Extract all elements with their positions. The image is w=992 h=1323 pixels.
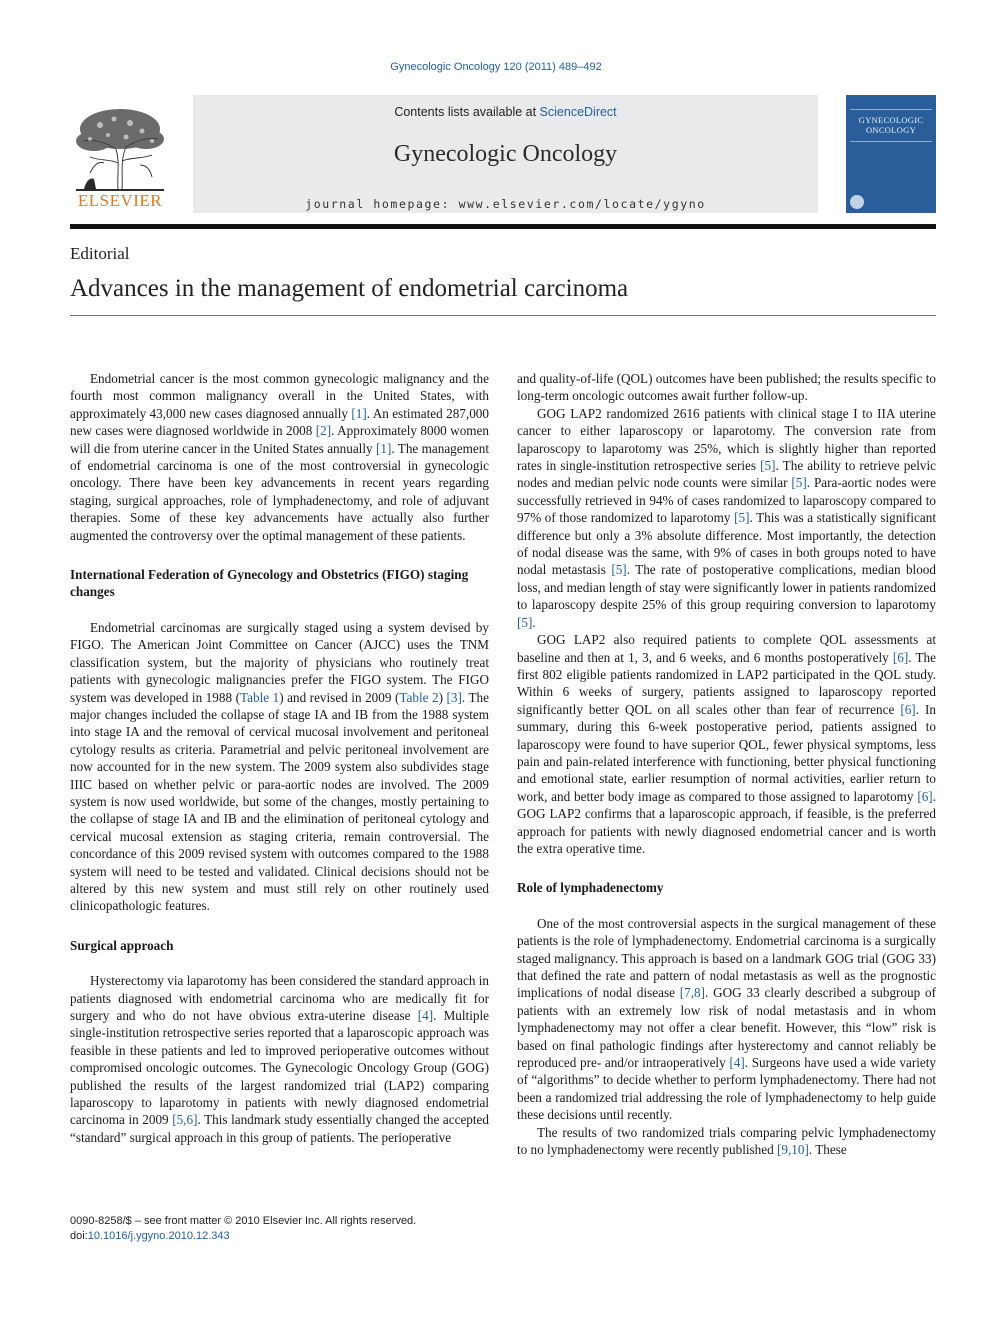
cover-title	[846, 115, 936, 135]
text-run: . The major changes included the collapse of stage IA and IB from the 1988 system into stage IA and the removal of cervical mucosal involvement and peritoneal cytology results as criteria. Parametrial and pelvic peritoneal involvement are now accounted for in the new system. The 2009 system also subdivides stage IIIC based on whether pelvic or para-aortic nodes are involved. The 2009 system is now used worldwide, but some of the changes, mostly pertaining to the collapse of stage IA and IB and the elimination of peritoneal cytology and cervical mucosal extension as staging criteria, remain controversial. The concordance of this 2009 revised system with outcomes compared to the 1988 system will need to be tested and validated. Clinical decisions should not be altered by this new system and must still rely on other routinely used clinicopathologic features.	[70, 689, 489, 914]
journal-name: Gynecologic Oncology	[393, 141, 618, 167]
page-footer	[70, 1214, 416, 1244]
reference-link[interactable]: [6]	[900, 701, 916, 717]
text-run: . The management of endometrial carcinoma is one of the most controversial in gynecologic oncology. There have been key advancements in recent years regarding staging, surgical approaches, role of lymphadenectomy, and role of adjuvant therapies. Some of these key advancements have actually also further augmented the controversy over the optimal management of these patients.	[70, 440, 489, 543]
text-run: GOG LAP2 randomized 2616 patients with clinical stage I to IIA uterine cancer to either laparoscopy or laparotomy. The conversion rate from laparoscopy to laparotomy was 25%, which is slightly higher than reported rates in single-institution retrospective series	[517, 405, 936, 474]
issn-line: 0090-8258/$ – see front matter © 2010 Elsevier Inc. All rights reserved.	[70, 1215, 417, 1227]
trials-paragraph	[517, 1124, 936, 1159]
doi-line	[70, 1229, 416, 1244]
text-run: . This landmark study essentially changed the accepted “standard” surgical approach in this group of patients. The perioperative	[70, 1112, 489, 1145]
right-column	[517, 370, 936, 1158]
table-link[interactable]: Table 2	[399, 689, 439, 705]
contents-prefix: Contents lists available at	[394, 105, 540, 119]
journal-banner	[193, 95, 818, 213]
title-rule	[70, 315, 936, 316]
text-run: . Approximately 8000 women will die from uterine cancer in the United States annually	[70, 423, 490, 456]
reference-link[interactable]: [5]	[734, 510, 750, 526]
text-run: )	[438, 689, 447, 705]
article-type: Editorial	[70, 244, 130, 263]
journal-masthead	[70, 95, 936, 217]
lap2-paragraph	[517, 405, 936, 631]
doi-link[interactable]: 10.1016/j.ygyno.2010.12.343	[87, 1230, 230, 1242]
figo-paragraph	[70, 619, 489, 915]
text-run: . The rate of postoperative complications, median blood loss, and median length of stay were significantly lower in patients randomized to laparoscopy despite 25% of this group requiring conversion to laparotomy	[517, 562, 936, 613]
reference-link[interactable]: [6]	[917, 788, 933, 804]
left-column	[70, 370, 489, 1146]
journal-citation[interactable]: Gynecologic Oncology 120 (2011) 489–492	[390, 61, 602, 73]
article-title: Advances in the management of endometrial carcinoma	[70, 275, 629, 302]
text-run: . An estimated 287,000 new cases were diagnosed worldwide in 2008	[70, 405, 489, 439]
reference-link[interactable]: [6]	[892, 649, 909, 665]
reference-link[interactable]: [2]	[315, 423, 332, 439]
text-run: . This was a statistically significant difference but only a 3% absolute difference. Most importantly, the detection of nodal disease was the same, with 9% of cases in both groups noted to have nodal metastasis	[517, 510, 936, 578]
lymph-paragraph	[517, 915, 936, 1124]
text-run: Endometrial carcinomas are surgically staged using a system devised by FIGO. The American Joint Committee on Cancer (AJCC) uses the TNM classification system, but the majority of physicians who routinely treat patients with gynecologic malignancies prefer the FIGO system. The FIGO system was developed in 1988 (	[70, 619, 489, 705]
text-run: .	[532, 614, 536, 630]
text-run: . Surgeons have used a wide variety of “algorithms” to decide whether to perform lymphadenectomy. There had not been a randomized trial addressing the role of lymphadenectomy to help guide these decisions until recently.	[517, 1055, 937, 1123]
reference-link[interactable]: [7,8]	[679, 985, 706, 1001]
cover-title-line-2: ONCOLOGY	[865, 125, 917, 135]
surgical-paragraph	[70, 972, 489, 1146]
text-run: Hysterectomy via laparotomy has been considered the standard approach in patients diagnosed with endometrial carcinoma who are medically fit for surgery and who do not have obvious extra-uterine disease	[70, 973, 489, 1023]
reference-link[interactable]: [1]	[351, 405, 367, 421]
cover-title-line-1: GYNECOLOGIC	[858, 115, 924, 125]
text-run: . The first 802 eligible patients randomized in LAP2 participated in the QOL study. Within 6 weeks of surgery, patients assigned to laparoscopy reported significantly better QOL on all scales other than fear of recurrence	[517, 649, 936, 717]
cover-divider	[850, 109, 932, 110]
reference-link[interactable]: [9,10]	[777, 1142, 809, 1158]
contents-line	[193, 105, 818, 119]
text-run: . In summary, during this 6-week postoperative period, patients assigned to laparoscopy were found to have superior QOL, fewer physical symptoms, less pain and pain-related interference with functioning, better physical functioning and emotional state, earlier resumption of normal activities, earlier return to work, and better body image as compared to those assigned to laparotomy	[517, 701, 936, 804]
section-heading-lymphadenectomy: Role of lymphadenectomy	[517, 880, 664, 896]
text-run: . Para-aortic nodes were successfully retrieved in 94% of cases randomized to laparoscopy compared to 97% of those randomized to laparotomy	[517, 475, 936, 526]
reference-link[interactable]: [4]	[729, 1055, 745, 1071]
text-run: . GOG LAP2 confirms that a laparoscopic approach, if feasible, is the preferred approach for patients with newly diagnosed endometrial cancer and is worth the extra operative time.	[517, 788, 936, 856]
reference-link[interactable]: [5]	[760, 458, 776, 474]
section-heading-figo: International Federation of Gynecology and Obstetrics (FIGO) staging changes	[70, 567, 469, 600]
cover-divider	[850, 141, 932, 142]
text-run: . The ability to retrieve pelvic nodes and median pelvic node counts were similar	[517, 458, 936, 491]
text-run: One of the most controversial aspects in the surgical management of these patients is the role of lymphadenectomy. Endometrial carcinoma is a surgically staged malignancy. This approach is based on a landmark GOG trial (GOG 33) that defined the rate and pattern of nodal metastasis as well as the prognostic implications of nodal disease	[517, 915, 936, 1001]
reference-link[interactable]: [1]	[375, 440, 392, 456]
text-run: The results of two randomized trials comparing pelvic lymphadenectomy to no lymphadenectomy were recently published	[517, 1124, 936, 1158]
text-run: Endometrial cancer is the most common gynecologic malignancy and the fourth most common malignancy overall in the United States, with approximately 43,000 new cases diagnosed annually	[70, 371, 489, 421]
reference-link[interactable]: [5]	[517, 614, 533, 630]
section-heading-surgical: Surgical approach	[70, 937, 174, 953]
reference-link[interactable]: [5,6]	[172, 1112, 198, 1128]
intro-paragraph	[70, 370, 489, 544]
reference-link[interactable]: [5]	[791, 475, 807, 491]
doi-prefix: doi:	[70, 1230, 88, 1242]
text-run: GOG LAP2 also required patients to complete QOL assessments at baseline and then at 1, 3, and 6 weeks, and 6 months postoperatively	[517, 632, 936, 665]
journal-cover-thumbnail[interactable]	[846, 95, 936, 213]
reference-link[interactable]: [5]	[611, 562, 627, 578]
table-link[interactable]: Table 1	[239, 689, 280, 705]
text-run: . Multiple single-institution retrospective series reported that a laparoscopic approach was feasible in these patients and led to improved perioperative outcomes without compromised oncologic outcomes. The Gynecologic Oncology Group (GOG) published the results of the largest randomized trial (LAP2) comparing laparoscopy to laparotomy in patients with newly diagnosed endometrial carcinoma in 2009	[70, 1008, 489, 1128]
cover-emblem-icon	[850, 195, 864, 209]
text-run: ) and revised in 2009 (	[279, 689, 400, 705]
continued-paragraph: and quality-of-life (QOL) outcomes have been published; the results specific to long-term oncologic outcomes await further follow-up.	[517, 371, 936, 404]
header-rule	[70, 224, 936, 229]
reference-link[interactable]: [3]	[446, 689, 462, 705]
reference-link[interactable]: [4]	[417, 1008, 434, 1023]
elsevier-wordmark: ELSEVIER	[77, 191, 163, 210]
journal-homepage[interactable]: journal homepage: www.elsevier.com/locate/ygyno	[305, 197, 706, 211]
text-run: . These	[808, 1142, 847, 1158]
text-run: . GOG 33 clearly described a subgroup of patients with an extremely low risk of nodal metastasis and in whom lymphadenectomy may not offer a clear benefit. However, this “low” risk is based on final pathologic findings after hysterectomy and cannot reliably be reproduced pre- and/or intraoperatively	[517, 985, 936, 1071]
qol-paragraph	[517, 631, 936, 857]
sciencedirect-link[interactable]: ScienceDirect	[539, 105, 617, 119]
